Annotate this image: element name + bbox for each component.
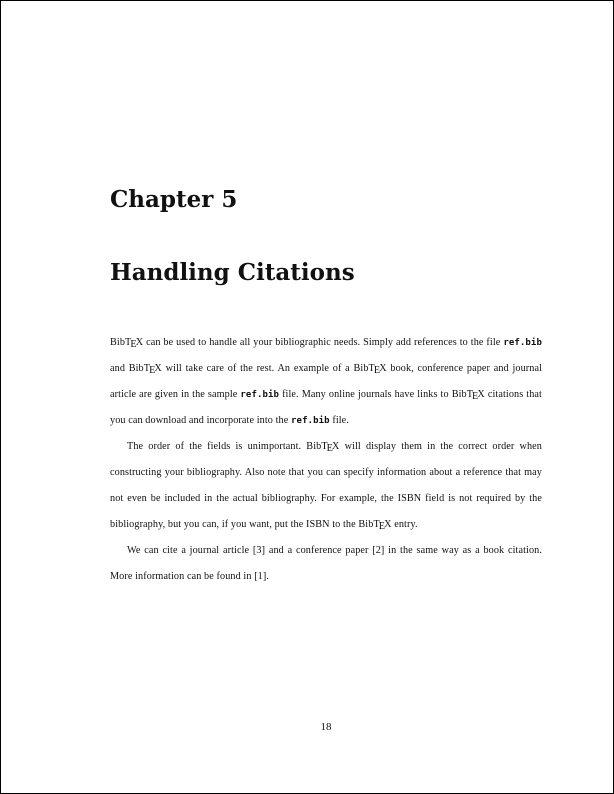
bibtex-logo: BibTEX [306,441,340,454]
paragraph-3-text-1: We can cite a journal article [3] and a conference paper [2] in the same way as a book citation. More information can be found in [1]. [110,545,542,582]
ref-bib-filename: ref.bib [240,390,280,400]
paragraph-1-text-2: and [110,363,126,374]
chapter-label: Chapter 5 [110,186,238,213]
bibtex-logo: BibTEX [358,519,392,532]
paragraph-2-text-2: will display them in the correct order when constructing your bibliography. Also note that you can specify information about a reference that may not even be included in the actual bibliography. For example, the ISBN field is not required by the bibliography, but you can, if you want, put the ISBN to the [110,441,542,530]
chapter-title: Handling Citations [110,259,355,286]
bibtex-logo: BibTEX [451,389,485,402]
page-number: 18 [320,721,332,733]
chapter-body [110,330,542,590]
paragraph-1-text-3: will take care of the rest. An example of a [165,363,350,374]
ref-bib-filename: ref.bib [291,416,330,426]
paragraph-2-text-1: The order of the fields is unimportant. [127,441,302,452]
paragraph-1-text-1: can be used to handle all your bibliographic needs. Simply add references to the file [146,337,501,348]
paragraph-1-text-5: file. Many online journals have links to [282,389,449,400]
paragraph-2-text-3: entry. [394,519,418,530]
paragraph-1-text-6: citations that you can download and incorporate into the [110,389,542,426]
paragraph-3 [110,538,542,590]
paragraph-1-text-7: file. [332,415,349,426]
paragraph-2 [110,434,542,538]
ref-bib-filename: ref.bib [503,338,542,348]
bibtex-logo: BibTEX [128,363,162,376]
paragraph-1-text-4: book, conference paper and journal article are given in the sample [110,363,543,400]
bibtex-logo: BibTEX [110,337,144,350]
paragraph-1 [110,330,542,434]
bibtex-logo: BibTEX [353,363,387,376]
